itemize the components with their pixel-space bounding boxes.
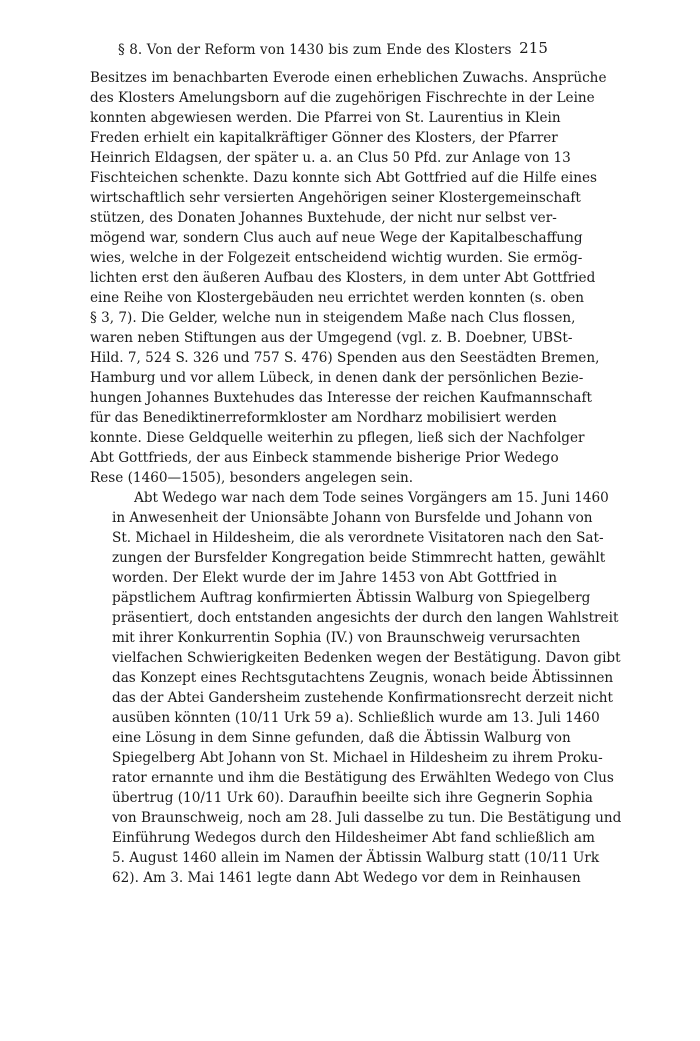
text-line: Fischteichen schenkte. Dazu konnte sich Abt Gottfried auf die Hilfe eines <box>90 170 597 186</box>
page-number: 215 <box>519 39 548 57</box>
text-line: für das Benediktinerreformkloster am Nordharz mobilisiert werden <box>90 410 557 426</box>
text-line: mögend war, sondern Clus auch auf neue Wege der Kapitalbeschaffung <box>90 230 583 246</box>
text-line: das der Abtei Gandersheim zustehende Konfirmationsrecht derzeit nicht <box>112 690 613 706</box>
text-line: päpstlichem Auftrag konfirmierten Äbtissin Walburg von Spiegelberg <box>112 590 591 606</box>
text-line: Abt Wedego war nach dem Tode seines Vorgängers am 15. Juni 1460 <box>134 490 609 506</box>
text-line: St. Michael in Hildesheim, die als verordnete Visitatoren nach den Sat- <box>112 530 604 546</box>
text-line: 62). Am 3. Mai 1461 legte dann Abt Wedego vor dem in Reinhausen <box>112 870 581 886</box>
text-line: Besitzes im benachbarten Everode einen erheblichen Zuwachs. Ansprüche <box>90 70 607 86</box>
text-line: 5. August 1460 allein im Namen der Äbtissin Walburg statt (10/11 Urk <box>112 850 600 866</box>
text-line: Heinrich Eldagsen, der später u. a. an Clus 50 Pfd. zur Anlage von 13 <box>90 150 571 166</box>
running-head-title: § 8. Von der Reform von 1430 bis zum Ende des Klosters <box>118 42 512 58</box>
text-line: stützen, des Donaten Johannes Buxtehude, der nicht nur selbst ver- <box>90 210 557 226</box>
text-line: waren neben Stiftungen aus der Umgegend (vgl. z. B. Doebner, UBSt- <box>90 330 573 346</box>
text-line: von Braunschweig, noch am 28. Juli dasselbe zu tun. Die Bestätigung und <box>112 810 622 826</box>
text-line: wies, welche in der Folgezeit entscheidend wichtig wurden. Sie ermög- <box>90 250 583 266</box>
text-line: zungen der Bursfelder Kongregation beide Stimmrecht hatten, gewählt <box>112 550 606 566</box>
text-line: Hild. 7, 524 S. 326 und 757 S. 476) Spenden aus den Seestädten Bremen, <box>90 350 600 366</box>
text-line: vielfachen Schwierigkeiten Bedenken wegen der Bestätigung. Davon gibt <box>112 650 621 666</box>
text-line: mit ihrer Konkurrentin Sophia (IV.) von Braunschweig verursachten <box>112 630 581 646</box>
text-line: übertrug (10/11 Urk 60). Daraufhin beeilte sich ihre Gegnerin Sophia <box>112 790 593 806</box>
text-line: ausüben könnten (10/11 Urk 59 a). Schließlich wurde am 13. Juli 1460 <box>112 710 600 726</box>
text-line: hungen Johannes Buxtehudes das Interesse der reichen Kaufmannschaft <box>90 390 592 406</box>
paragraph <box>90 68 607 488</box>
body-text <box>90 68 622 888</box>
text-line: eine Lösung in dem Sinne gefunden, daß die Äbtissin Walburg von <box>112 730 571 746</box>
text-line: rator ernannte und ihm die Bestätigung des Erwählten Wedego von Clus <box>112 770 614 786</box>
text-line: wirtschaftlich sehr versierten Angehörigen seiner Klostergemeinschaft <box>90 190 581 206</box>
text-line: Einführung Wedegos durch den Hildesheimer Abt fand schließlich am <box>112 830 595 846</box>
text-line: Freden erhielt ein kapitalkräftiger Gönner des Klosters, der Pfarrer <box>90 130 558 146</box>
text-line: eine Reihe von Klostergebäuden neu errichtet werden konnten (s. oben <box>90 290 585 306</box>
text-line: konnten abgewiesen werden. Die Pfarrei von St. Laurentius in Klein <box>90 110 561 126</box>
text-line: in Anwesenheit der Unionsäbte Johann von Bursfelde und Johann von <box>112 510 593 526</box>
text-line: Abt Gottfrieds, der aus Einbeck stammende bisherige Prior Wedego <box>90 450 559 466</box>
running-head <box>90 38 556 68</box>
text-line: das Konzept eines Rechtsgutachtens Zeugnis, wonach beide Äbtissinnen <box>112 670 614 686</box>
text-line: § 3, 7). Die Gelder, welche nun in steigendem Maße nach Clus flossen, <box>90 310 576 326</box>
text-line: Spiegelberg Abt Johann von St. Michael in Hildesheim zu ihrem Proku- <box>112 750 603 766</box>
book-page <box>90 38 622 888</box>
text-line: des Klosters Amelungsborn auf die zugehörigen Fischrechte in der Leine <box>90 90 595 106</box>
paragraph <box>90 488 622 888</box>
text-line: präsentiert, doch entstanden angesichts der durch den langen Wahlstreit <box>112 610 619 626</box>
text-line: Rese (1460—1505), besonders angelegen sein. <box>90 470 414 486</box>
text-line: lichten erst den äußeren Aufbau des Klosters, in dem unter Abt Gottfried <box>90 270 596 286</box>
text-line: worden. Der Elekt wurde der im Jahre 1453 von Abt Gottfried in <box>112 570 557 586</box>
text-line: Hamburg und vor allem Lübeck, in denen dank der persönlichen Bezie- <box>90 370 584 386</box>
text-line: konnte. Diese Geldquelle weiterhin zu pflegen, ließ sich der Nachfolger <box>90 430 585 446</box>
